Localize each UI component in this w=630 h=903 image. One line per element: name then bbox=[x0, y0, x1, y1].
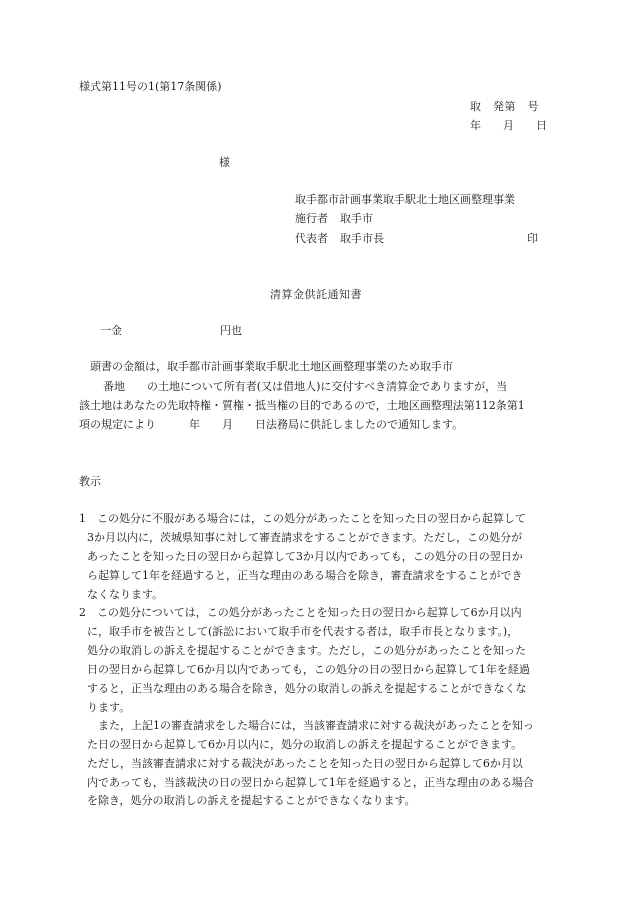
item1-line: あったことを知った日の翌日から起算して3か月以内であっても，この処分の日の翌日か bbox=[87, 550, 523, 563]
item1-line: なくなります。 bbox=[87, 588, 164, 601]
item2-line: 日の翌日から起算して6か月以内であっても，この処分の日の翌日から起算して1年を経過 bbox=[87, 663, 530, 676]
sender-project: 取手都市計画事業取手駅北土地区画整理事業 bbox=[295, 193, 515, 206]
item2-line: に，取手市を被告として(訴訟において取手市を代表する者は，取手市長となります。)， bbox=[87, 625, 519, 638]
representative-label: 代表者 bbox=[295, 232, 328, 245]
item2-line: 内であっても，当該裁決の日の翌日から起算して1年を経過すると，正当な理由のある場合 bbox=[87, 776, 534, 789]
amount-prefix: 一金 bbox=[100, 324, 122, 337]
item1-line: 3か月以内に，茨城県知事に対して審査請求をすることができます。ただし，この処分が bbox=[87, 531, 523, 544]
executor-label: 施行者 bbox=[295, 212, 328, 225]
item2-line: ります。 bbox=[87, 701, 131, 714]
representative-name: 取手市長 bbox=[340, 232, 384, 245]
item1-line: ら起算して1年を経過すると，正当な理由のある場合を除き，審査請求をすることができ bbox=[87, 569, 523, 582]
body-line: 頭書の金額は，取手都市計画事業取手駅北土地区画整理事業のため取手市 bbox=[90, 360, 453, 373]
document-number-line: 取 発第 号 bbox=[470, 100, 539, 113]
item2-line: 処分の取消しの訴えを提起することができます。ただし，この処分があったことを知った bbox=[87, 644, 527, 657]
seal-mark: 印 bbox=[527, 232, 538, 245]
item2-line: を除き，処分の取消しの訴えを提起することができなくなります。 bbox=[87, 794, 416, 807]
body-line: 番地 の土地について所有者(又は借地人)に交付すべき清算金でありますが，当 bbox=[103, 380, 508, 393]
body-line: 項の規定により 年 月 日法務局に供託しましたので通知します。 bbox=[79, 418, 464, 431]
document-title: 清算金供託通知書 bbox=[270, 288, 362, 301]
item2-line: 2 この処分については，この処分があったことを知った日の翌日から起算して6か月以内 bbox=[79, 606, 522, 619]
recipient-honorific: 様 bbox=[219, 156, 230, 169]
body-line: 該土地はあなたの先取特権・質権・抵当権の目的であるので，土地区画整理法第112条第1 bbox=[79, 399, 525, 412]
amount-suffix: 円也 bbox=[220, 324, 242, 337]
item1-line: 1 この処分に不服がある場合には，この処分があったことを知った日の翌日から起算して bbox=[79, 512, 526, 525]
executor-name: 取手市 bbox=[340, 212, 373, 225]
form-number: 様式第11号の1(第17条関係) bbox=[79, 80, 222, 93]
item2-line: ただし，当該審査請求に対する裁決があったことを知った日の翌日から起算して6か月以 bbox=[87, 757, 523, 770]
issue-date-line: 年 月 日 bbox=[470, 119, 547, 132]
item2-line: すると，正当な理由のある場合を除き，処分の取消しの訴えを提起することができなくな bbox=[87, 682, 527, 695]
instruction-heading: 教示 bbox=[79, 475, 101, 488]
item2-line: また，上記1の審査請求をした場合には，当該審査請求に対する裁決があったことを知っ bbox=[98, 719, 534, 732]
item2-line: た日の翌日から起算して6か月以内に，処分の取消しの訴えを提起することができます。 bbox=[87, 738, 523, 751]
